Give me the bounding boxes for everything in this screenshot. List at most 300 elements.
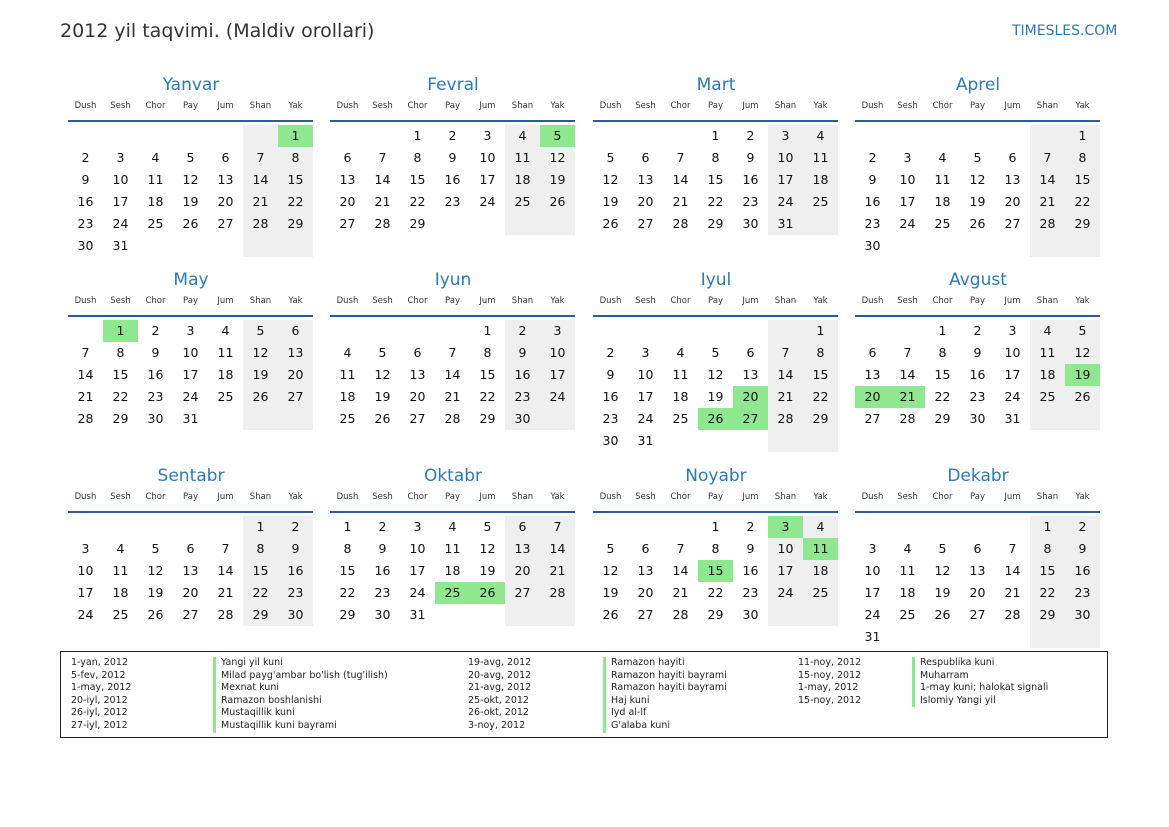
holiday-day[interactable]: 3 — [768, 516, 803, 538]
day-cell[interactable]: 11 — [112, 563, 129, 578]
day-cell[interactable]: 12 — [479, 541, 496, 556]
day-cell[interactable]: 4 — [676, 345, 685, 360]
day-cell[interactable]: 10 — [77, 563, 94, 578]
day-cell[interactable]: 11 — [217, 345, 234, 360]
day-cell[interactable]: 29 — [409, 216, 426, 231]
day-cell[interactable]: 3 — [186, 323, 195, 338]
day-cell[interactable]: 9 — [151, 345, 160, 360]
day-cell[interactable]: 23 — [864, 216, 881, 231]
day-cell[interactable]: 19 — [479, 563, 496, 578]
day-cell[interactable]: 19 — [602, 194, 619, 209]
day-cell[interactable]: 5 — [711, 345, 720, 360]
day-cell[interactable]: 8 — [711, 150, 720, 165]
day-cell[interactable]: 20 — [1004, 194, 1021, 209]
day-cell[interactable]: 15 — [278, 169, 313, 191]
day-cell[interactable]: 13 — [217, 172, 234, 187]
day-cell[interactable]: 9 — [81, 172, 90, 187]
day-cell[interactable]: 5 — [606, 150, 615, 165]
day-cell[interactable]: 23 — [1065, 582, 1100, 604]
day-cell[interactable]: 8 — [343, 541, 352, 556]
day-cell[interactable]: 21 — [1030, 191, 1065, 213]
day-cell[interactable]: 19 — [707, 389, 724, 404]
day-cell[interactable]: 9 — [448, 150, 457, 165]
day-cell[interactable]: 1 — [711, 128, 720, 143]
day-cell[interactable]: 23 — [505, 386, 540, 408]
day-cell[interactable]: 9 — [746, 150, 755, 165]
day-cell[interactable]: 16 — [278, 560, 313, 582]
day-cell[interactable]: 17 — [409, 563, 426, 578]
day-cell[interactable]: 21 — [672, 194, 689, 209]
day-cell[interactable]: 26 — [540, 191, 575, 213]
day-cell[interactable]: 21 — [444, 389, 461, 404]
day-cell[interactable]: 19 — [934, 585, 951, 600]
day-cell[interactable]: 11 — [505, 147, 540, 169]
day-cell[interactable]: 12 — [934, 563, 951, 578]
day-cell[interactable]: 22 — [278, 191, 313, 213]
day-cell[interactable]: 17 — [768, 560, 803, 582]
day-cell[interactable]: 18 — [147, 194, 164, 209]
day-cell[interactable]: 20 — [969, 585, 986, 600]
day-cell[interactable]: 27 — [1004, 216, 1021, 231]
holiday-day[interactable]: 20 — [855, 386, 890, 408]
day-cell[interactable]: 4 — [448, 519, 457, 534]
day-cell[interactable]: 6 — [413, 345, 422, 360]
day-cell[interactable]: 7 — [903, 345, 912, 360]
day-cell[interactable]: 7 — [243, 147, 278, 169]
day-cell[interactable]: 23 — [742, 194, 759, 209]
day-cell[interactable]: 29 — [112, 411, 129, 426]
day-cell[interactable]: 6 — [973, 541, 982, 556]
day-cell[interactable]: 20 — [637, 194, 654, 209]
day-cell[interactable]: 15 — [112, 367, 129, 382]
day-cell[interactable]: 7 — [1008, 541, 1017, 556]
day-cell[interactable]: 12 — [243, 342, 278, 364]
day-cell[interactable]: 20 — [409, 389, 426, 404]
day-cell[interactable]: 5 — [378, 345, 387, 360]
day-cell[interactable]: 28 — [77, 411, 94, 426]
day-cell[interactable]: 3 — [641, 345, 650, 360]
day-cell[interactable]: 13 — [278, 342, 313, 364]
day-cell[interactable]: 21 — [374, 194, 391, 209]
day-cell[interactable]: 23 — [77, 216, 94, 231]
day-cell[interactable]: 5 — [938, 541, 947, 556]
day-cell[interactable]: 11 — [339, 367, 356, 382]
day-cell[interactable]: 2 — [868, 150, 877, 165]
day-cell[interactable]: 20 — [637, 585, 654, 600]
day-cell[interactable]: 8 — [483, 345, 492, 360]
day-cell[interactable]: 4 — [803, 125, 838, 147]
day-cell[interactable]: 7 — [448, 345, 457, 360]
day-cell[interactable]: 21 — [77, 389, 94, 404]
day-cell[interactable]: 20 — [217, 194, 234, 209]
day-cell[interactable]: 14 — [768, 364, 803, 386]
day-cell[interactable]: 12 — [540, 147, 575, 169]
day-cell[interactable]: 28 — [243, 213, 278, 235]
day-cell[interactable]: 31 — [409, 607, 426, 622]
day-cell[interactable]: 1 — [483, 323, 492, 338]
day-cell[interactable]: 5 — [186, 150, 195, 165]
day-cell[interactable]: 12 — [147, 563, 164, 578]
day-cell[interactable]: 7 — [768, 342, 803, 364]
day-cell[interactable]: 11 — [934, 172, 951, 187]
day-cell[interactable]: 9 — [973, 345, 982, 360]
day-cell[interactable]: 22 — [339, 585, 356, 600]
day-cell[interactable]: 4 — [505, 125, 540, 147]
day-cell[interactable]: 12 — [182, 172, 199, 187]
day-cell[interactable]: 14 — [374, 172, 391, 187]
day-cell[interactable]: 18 — [444, 563, 461, 578]
day-cell[interactable]: 6 — [343, 150, 352, 165]
day-cell[interactable]: 22 — [243, 582, 278, 604]
day-cell[interactable]: 28 — [1004, 607, 1021, 622]
day-cell[interactable]: 30 — [742, 216, 759, 231]
day-cell[interactable]: 19 — [147, 585, 164, 600]
day-cell[interactable]: 26 — [602, 607, 619, 622]
day-cell[interactable]: 22 — [409, 194, 426, 209]
day-cell[interactable]: 1 — [243, 516, 278, 538]
day-cell[interactable]: 22 — [707, 194, 724, 209]
day-cell[interactable]: 29 — [278, 213, 313, 235]
day-cell[interactable]: 23 — [602, 411, 619, 426]
day-cell[interactable]: 29 — [803, 408, 838, 430]
day-cell[interactable]: 15 — [1030, 560, 1065, 582]
day-cell[interactable]: 28 — [444, 411, 461, 426]
day-cell[interactable]: 20 — [182, 585, 199, 600]
day-cell[interactable]: 27 — [339, 216, 356, 231]
day-cell[interactable]: 19 — [602, 585, 619, 600]
day-cell[interactable]: 25 — [934, 216, 951, 231]
day-cell[interactable]: 2 — [746, 519, 755, 534]
day-cell[interactable]: 19 — [182, 194, 199, 209]
day-cell[interactable]: 30 — [742, 607, 759, 622]
day-cell[interactable]: 2 — [606, 345, 615, 360]
day-cell[interactable]: 30 — [505, 408, 540, 430]
day-cell[interactable]: 29 — [707, 216, 724, 231]
day-cell[interactable]: 14 — [77, 367, 94, 382]
day-cell[interactable]: 28 — [672, 607, 689, 622]
day-cell[interactable]: 1 — [1065, 125, 1100, 147]
day-cell[interactable]: 29 — [934, 411, 951, 426]
day-cell[interactable]: 25 — [803, 582, 838, 604]
day-cell[interactable]: 22 — [1030, 582, 1065, 604]
day-cell[interactable]: 18 — [112, 585, 129, 600]
day-cell[interactable]: 4 — [1030, 320, 1065, 342]
day-cell[interactable]: 1 — [711, 519, 720, 534]
day-cell[interactable]: 13 — [505, 538, 540, 560]
day-cell[interactable]: 21 — [217, 585, 234, 600]
holiday-day[interactable]: 26 — [698, 408, 733, 430]
day-cell[interactable]: 9 — [606, 367, 615, 382]
day-cell[interactable]: 13 — [1004, 172, 1021, 187]
day-cell[interactable]: 4 — [151, 150, 160, 165]
holiday-day[interactable]: 15 — [698, 560, 733, 582]
day-cell[interactable]: 18 — [339, 389, 356, 404]
day-cell[interactable]: 6 — [505, 516, 540, 538]
day-cell[interactable]: 6 — [746, 345, 755, 360]
holiday-day[interactable]: 25 — [435, 582, 470, 604]
day-cell[interactable]: 21 — [768, 386, 803, 408]
day-cell[interactable]: 3 — [116, 150, 125, 165]
day-cell[interactable]: 13 — [637, 172, 654, 187]
day-cell[interactable]: 3 — [768, 125, 803, 147]
day-cell[interactable]: 15 — [479, 367, 496, 382]
day-cell[interactable]: 14 — [672, 172, 689, 187]
day-cell[interactable]: 26 — [934, 607, 951, 622]
day-cell[interactable]: 23 — [374, 585, 391, 600]
day-cell[interactable]: 28 — [1030, 213, 1065, 235]
holiday-day[interactable]: 26 — [470, 582, 505, 604]
day-cell[interactable]: 15 — [803, 364, 838, 386]
holiday-day[interactable]: 11 — [803, 538, 838, 560]
day-cell[interactable]: 14 — [540, 538, 575, 560]
day-cell[interactable]: 7 — [1030, 147, 1065, 169]
day-cell[interactable]: 16 — [444, 172, 461, 187]
day-cell[interactable]: 28 — [217, 607, 234, 622]
day-cell[interactable]: 1 — [413, 128, 422, 143]
day-cell[interactable]: 16 — [374, 563, 391, 578]
day-cell[interactable]: 4 — [221, 323, 230, 338]
day-cell[interactable]: 7 — [81, 345, 90, 360]
day-cell[interactable]: 6 — [868, 345, 877, 360]
day-cell[interactable]: 24 — [182, 389, 199, 404]
day-cell[interactable]: 7 — [676, 541, 685, 556]
day-cell[interactable]: 4 — [116, 541, 125, 556]
day-cell[interactable]: 2 — [278, 516, 313, 538]
day-cell[interactable]: 5 — [1065, 320, 1100, 342]
day-cell[interactable]: 18 — [217, 367, 234, 382]
day-cell[interactable]: 9 — [746, 541, 755, 556]
day-cell[interactable]: 5 — [973, 150, 982, 165]
day-cell[interactable]: 25 — [217, 389, 234, 404]
day-cell[interactable]: 6 — [221, 150, 230, 165]
day-cell[interactable]: 18 — [934, 194, 951, 209]
day-cell[interactable]: 13 — [742, 367, 759, 382]
day-cell[interactable]: 11 — [147, 172, 164, 187]
day-cell[interactable]: 16 — [147, 367, 164, 382]
day-cell[interactable]: 10 — [768, 147, 803, 169]
day-cell[interactable]: 3 — [413, 519, 422, 534]
day-cell[interactable]: 8 — [116, 345, 125, 360]
day-cell[interactable]: 27 — [278, 386, 313, 408]
day-cell[interactable]: 16 — [1065, 560, 1100, 582]
day-cell[interactable]: 30 — [278, 604, 313, 626]
day-cell[interactable]: 21 — [243, 191, 278, 213]
day-cell[interactable]: 11 — [803, 147, 838, 169]
day-cell[interactable]: 14 — [899, 367, 916, 382]
day-cell[interactable]: 13 — [409, 367, 426, 382]
day-cell[interactable]: 31 — [864, 629, 881, 644]
day-cell[interactable]: 15 — [934, 367, 951, 382]
day-cell[interactable]: 22 — [934, 389, 951, 404]
day-cell[interactable]: 19 — [969, 194, 986, 209]
day-cell[interactable]: 10 — [182, 345, 199, 360]
day-cell[interactable]: 26 — [602, 216, 619, 231]
day-cell[interactable]: 17 — [637, 389, 654, 404]
holiday-day[interactable]: 1 — [278, 125, 313, 147]
day-cell[interactable]: 15 — [1065, 169, 1100, 191]
day-cell[interactable]: 19 — [374, 389, 391, 404]
day-cell[interactable]: 30 — [77, 238, 94, 253]
day-cell[interactable]: 31 — [182, 411, 199, 426]
day-cell[interactable]: 17 — [182, 367, 199, 382]
day-cell[interactable]: 18 — [1030, 364, 1065, 386]
holiday-day[interactable]: 27 — [733, 408, 768, 430]
day-cell[interactable]: 26 — [969, 216, 986, 231]
day-cell[interactable]: 27 — [505, 582, 540, 604]
day-cell[interactable]: 9 — [1065, 538, 1100, 560]
day-cell[interactable]: 28 — [540, 582, 575, 604]
day-cell[interactable]: 25 — [803, 191, 838, 213]
day-cell[interactable]: 17 — [899, 194, 916, 209]
day-cell[interactable]: 2 — [505, 320, 540, 342]
day-cell[interactable]: 10 — [479, 150, 496, 165]
holiday-day[interactable]: 5 — [540, 125, 575, 147]
day-cell[interactable]: 27 — [864, 411, 881, 426]
day-cell[interactable]: 14 — [672, 563, 689, 578]
day-cell[interactable]: 18 — [803, 169, 838, 191]
day-cell[interactable]: 30 — [602, 433, 619, 448]
day-cell[interactable]: 22 — [803, 386, 838, 408]
day-cell[interactable]: 23 — [969, 389, 986, 404]
day-cell[interactable]: 4 — [803, 516, 838, 538]
day-cell[interactable]: 28 — [768, 408, 803, 430]
day-cell[interactable]: 3 — [903, 150, 912, 165]
day-cell[interactable]: 11 — [1030, 342, 1065, 364]
day-cell[interactable]: 19 — [540, 169, 575, 191]
day-cell[interactable]: 29 — [1030, 604, 1065, 626]
day-cell[interactable]: 10 — [768, 538, 803, 560]
day-cell[interactable]: 13 — [864, 367, 881, 382]
day-cell[interactable]: 13 — [182, 563, 199, 578]
day-cell[interactable]: 20 — [339, 194, 356, 209]
day-cell[interactable]: 31 — [1004, 411, 1021, 426]
day-cell[interactable]: 18 — [505, 169, 540, 191]
holiday-day[interactable]: 20 — [733, 386, 768, 408]
day-cell[interactable]: 25 — [147, 216, 164, 231]
day-cell[interactable]: 12 — [602, 563, 619, 578]
day-cell[interactable]: 10 — [899, 172, 916, 187]
day-cell[interactable]: 6 — [641, 150, 650, 165]
day-cell[interactable]: 10 — [112, 172, 129, 187]
day-cell[interactable]: 2 — [378, 519, 387, 534]
day-cell[interactable]: 20 — [505, 560, 540, 582]
day-cell[interactable]: 30 — [1065, 604, 1100, 626]
day-cell[interactable]: 13 — [339, 172, 356, 187]
day-cell[interactable]: 24 — [112, 216, 129, 231]
day-cell[interactable]: 2 — [973, 323, 982, 338]
day-cell[interactable]: 5 — [483, 519, 492, 534]
day-cell[interactable]: 18 — [672, 389, 689, 404]
day-cell[interactable]: 28 — [672, 216, 689, 231]
day-cell[interactable]: 30 — [374, 607, 391, 622]
day-cell[interactable]: 8 — [413, 150, 422, 165]
day-cell[interactable]: 25 — [339, 411, 356, 426]
day-cell[interactable]: 5 — [243, 320, 278, 342]
day-cell[interactable]: 9 — [278, 538, 313, 560]
day-cell[interactable]: 1 — [343, 519, 352, 534]
day-cell[interactable]: 12 — [707, 367, 724, 382]
day-cell[interactable]: 7 — [378, 150, 387, 165]
day-cell[interactable]: 16 — [742, 563, 759, 578]
day-cell[interactable]: 23 — [742, 585, 759, 600]
day-cell[interactable]: 10 — [540, 342, 575, 364]
day-cell[interactable]: 27 — [409, 411, 426, 426]
day-cell[interactable]: 29 — [243, 604, 278, 626]
holiday-day[interactable]: 19 — [1065, 364, 1100, 386]
day-cell[interactable]: 26 — [243, 386, 278, 408]
day-cell[interactable]: 31 — [112, 238, 129, 253]
day-cell[interactable]: 8 — [278, 147, 313, 169]
day-cell[interactable]: 15 — [409, 172, 426, 187]
day-cell[interactable]: 4 — [343, 345, 352, 360]
day-cell[interactable]: 8 — [938, 345, 947, 360]
day-cell[interactable]: 7 — [540, 516, 575, 538]
day-cell[interactable]: 4 — [938, 150, 947, 165]
day-cell[interactable]: 23 — [147, 389, 164, 404]
day-cell[interactable]: 22 — [112, 389, 129, 404]
day-cell[interactable]: 26 — [1065, 386, 1100, 408]
day-cell[interactable]: 29 — [479, 411, 496, 426]
day-cell[interactable]: 2 — [746, 128, 755, 143]
day-cell[interactable]: 24 — [77, 607, 94, 622]
day-cell[interactable]: 16 — [969, 367, 986, 382]
day-cell[interactable]: 14 — [217, 563, 234, 578]
day-cell[interactable]: 27 — [637, 216, 654, 231]
day-cell[interactable]: 15 — [707, 172, 724, 187]
day-cell[interactable]: 10 — [637, 367, 654, 382]
day-cell[interactable]: 28 — [374, 216, 391, 231]
day-cell[interactable]: 14 — [1004, 563, 1021, 578]
day-cell[interactable]: 29 — [339, 607, 356, 622]
day-cell[interactable]: 10 — [409, 541, 426, 556]
day-cell[interactable]: 1 — [803, 320, 838, 342]
day-cell[interactable]: 25 — [672, 411, 689, 426]
day-cell[interactable]: 18 — [899, 585, 916, 600]
day-cell[interactable]: 6 — [1008, 150, 1017, 165]
day-cell[interactable]: 16 — [505, 364, 540, 386]
day-cell[interactable]: 2 — [151, 323, 160, 338]
day-cell[interactable]: 8 — [243, 538, 278, 560]
day-cell[interactable]: 2 — [1065, 516, 1100, 538]
day-cell[interactable]: 9 — [868, 172, 877, 187]
day-cell[interactable]: 30 — [147, 411, 164, 426]
day-cell[interactable]: 8 — [711, 541, 720, 556]
day-cell[interactable]: 27 — [637, 607, 654, 622]
day-cell[interactable]: 16 — [77, 194, 94, 209]
day-cell[interactable]: 17 — [479, 172, 496, 187]
day-cell[interactable]: 24 — [768, 582, 803, 604]
day-cell[interactable]: 5 — [151, 541, 160, 556]
day-cell[interactable]: 3 — [868, 541, 877, 556]
day-cell[interactable]: 13 — [969, 563, 986, 578]
day-cell[interactable]: 22 — [1065, 191, 1100, 213]
day-cell[interactable]: 23 — [278, 582, 313, 604]
day-cell[interactable]: 27 — [182, 607, 199, 622]
day-cell[interactable]: 24 — [864, 607, 881, 622]
day-cell[interactable]: 8 — [803, 342, 838, 364]
day-cell[interactable]: 11 — [444, 541, 461, 556]
day-cell[interactable]: 24 — [479, 194, 496, 209]
day-cell[interactable]: 21 — [672, 585, 689, 600]
day-cell[interactable]: 31 — [768, 213, 803, 235]
day-cell[interactable]: 31 — [637, 433, 654, 448]
day-cell[interactable]: 29 — [1065, 213, 1100, 235]
day-cell[interactable]: 14 — [444, 367, 461, 382]
day-cell[interactable]: 26 — [182, 216, 199, 231]
day-cell[interactable]: 13 — [637, 563, 654, 578]
day-cell[interactable]: 17 — [1004, 367, 1021, 382]
day-cell[interactable]: 10 — [1004, 345, 1021, 360]
